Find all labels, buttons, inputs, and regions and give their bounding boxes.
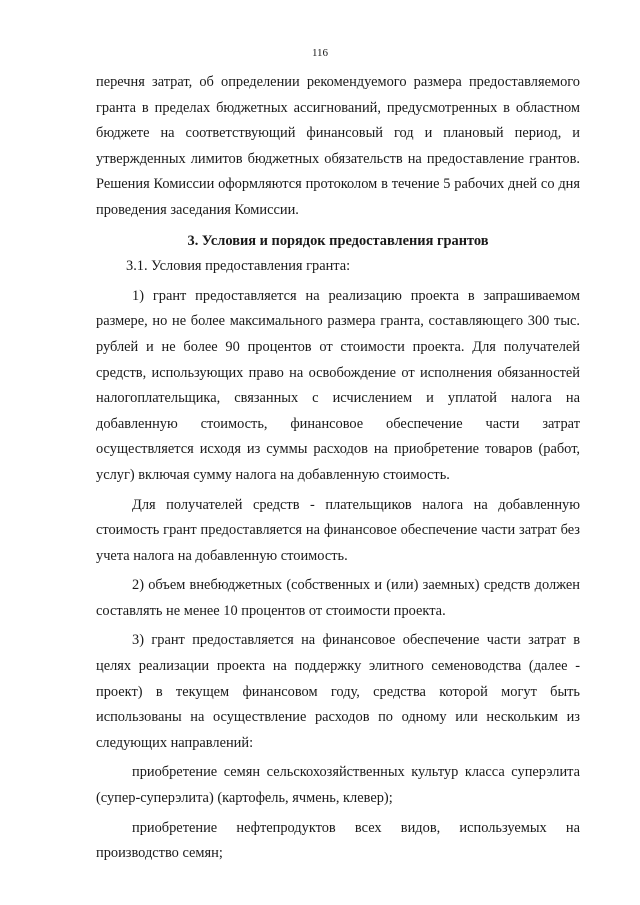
condition-item-2: 2) объем внебюджетных (собственных и (или) заемных) средств должен составлять не менее 10 процентов от стоимости проекта.: [96, 577, 580, 619]
condition-item-1-vat: Для получателей средств - плательщиков налога на добавленную стоимость грант предоставляется на финансовое обеспечение части затрат без учета налога на добавленную стоимость.: [96, 496, 580, 564]
direction-seeds: приобретение семян сельскохозяйственных культур класса суперэлита (супер-суперэлита) (картофель, ячмень, клевер);: [96, 764, 580, 807]
document-body: [96, 70, 580, 867]
paragraph-commission: перечня затрат, об определении рекомендуемого размера предоставляемого гранта в пределах бюджетных ассигнований, предусмотренных в областном бюджете на соответствующий финансовый год и плановый период, и утвержденных лимитов бюджетных обязательств на предоставление грантов. Решения Комиссии оформляются протоколом в течение 5 рабочих дней со дня проведения заседания Комиссии.: [96, 74, 580, 218]
subsection-3-1: 3.1. Условия предоставления гранта:: [126, 258, 351, 275]
condition-item-3: 3) грант предоставляется на финансовое обеспечение части затрат в целях реализации проекта на поддержку элитного семеноводства (далее - проект) в текущем финансовом году, средства которой могут быть использованы на осуществление расходов по одному или нескольким из следующих направлений:: [96, 632, 580, 751]
condition-item-1: 1) грант предоставляется на реализацию проекта в запрашиваемом размере, но не более максимального размера гранта, составляющего 300 тыс. рублей и не более 90 процентов от стоимости проекта. Для получателей средств, использующих право на освобождение от исполнения обязанностей налогоплательщика, связанных с исчислением и уплатой налога на добавленную стоимость, финансовое обеспечение части затрат осуществляется исходя из суммы расходов на приобретение товаров (работ, услуг) включая сумму налога на добавленную стоимость.: [96, 287, 580, 483]
page-number: 116: [311, 47, 329, 59]
direction-fuel: приобретение нефтепродуктов всех видов, используемых на производство семян;: [96, 819, 580, 862]
section-heading: 3. Условия и порядок предоставления грантов: [187, 232, 489, 249]
